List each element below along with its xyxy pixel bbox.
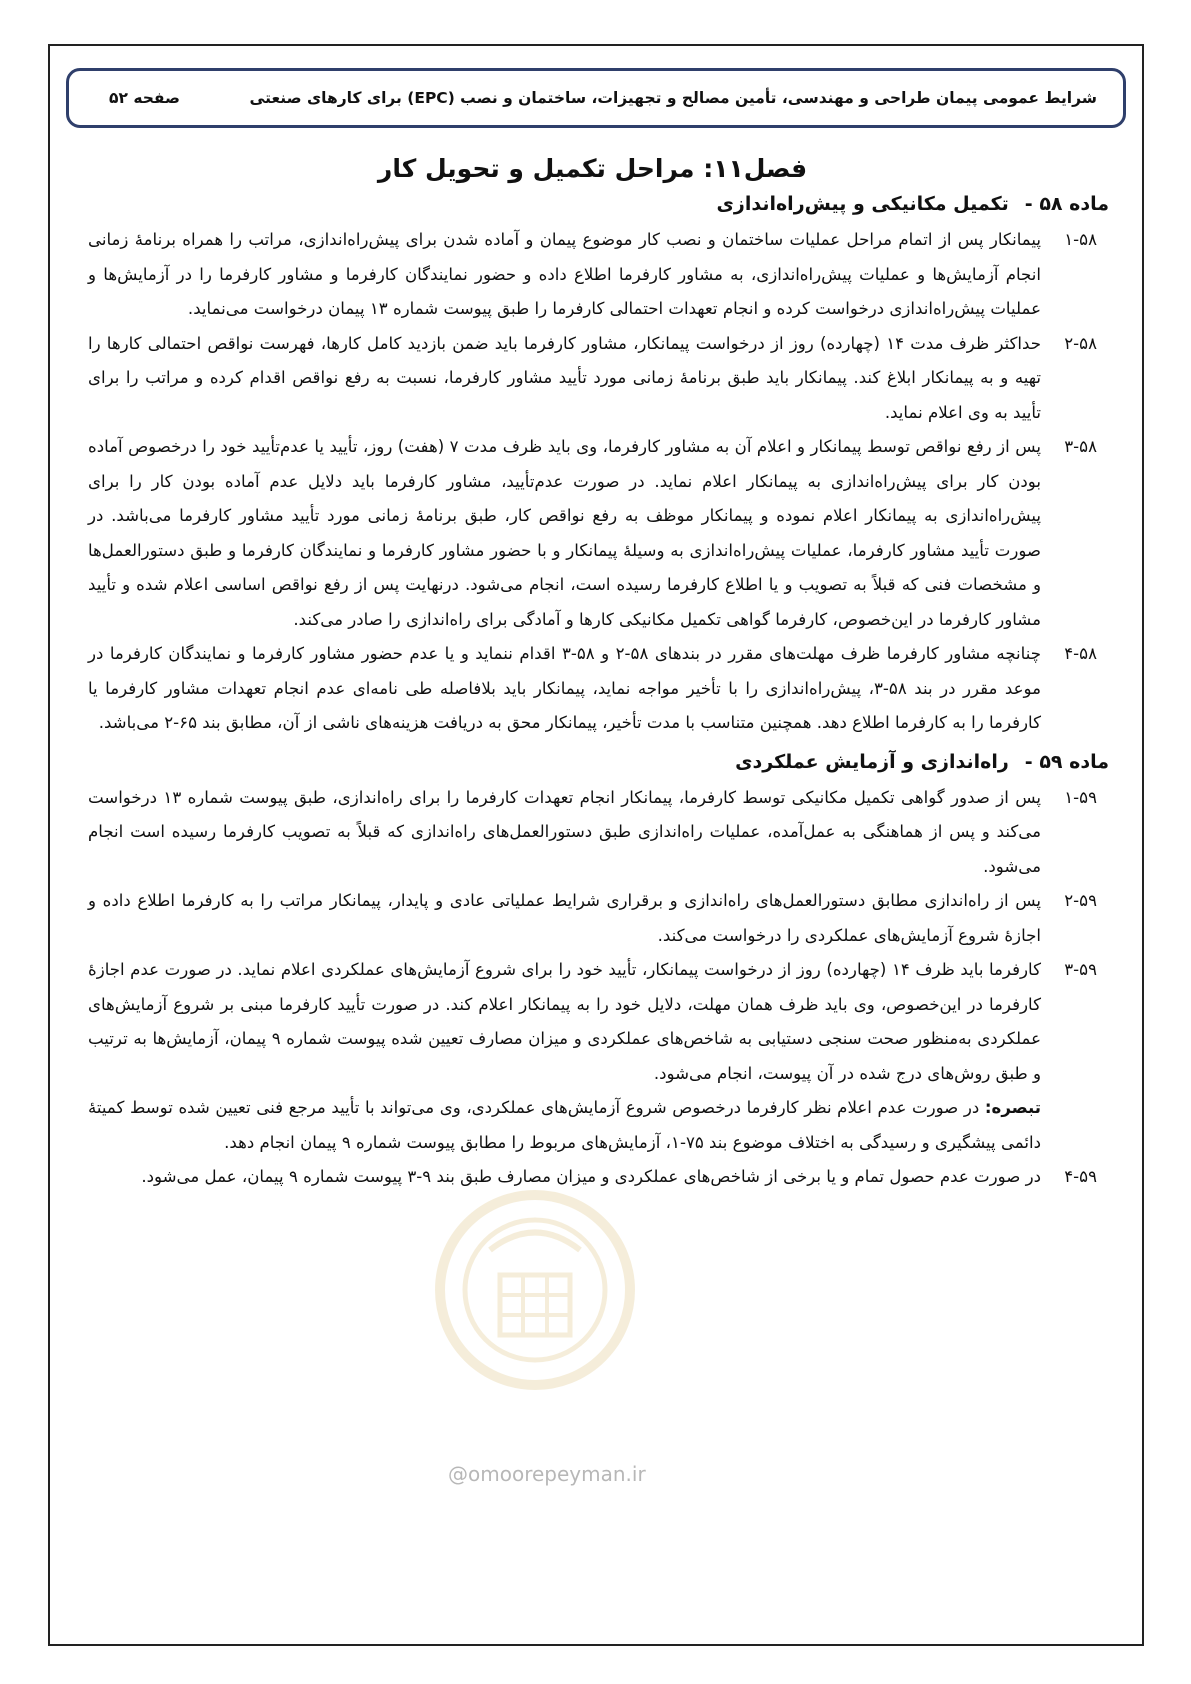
clause-text: پس از راه‌اندازی مطابق دستورالعمل‌های راه‌اندازی و برقراری شرایط عملیاتی عادی و پایدار، پیمانکار مراتب را به کارفرما اطلاع داده و اجازهٔ شروع آزمایش‌های عملکردی را درخواست می‌کند. <box>88 891 1041 945</box>
clause-number: ۴-۵۹ <box>1064 1167 1097 1186</box>
clause-list <box>88 223 1097 741</box>
clause <box>88 1160 1097 1195</box>
article-title: راه‌اندازی و آزمایش عملکردی <box>735 750 1009 773</box>
clause-number: ۲-۵۹ <box>1064 891 1097 910</box>
clause-number: ۳-۵۸ <box>1064 437 1097 456</box>
watermark-text: @omoorepeyman.ir <box>448 1462 646 1486</box>
clause-number: ۴-۵۸ <box>1064 644 1097 663</box>
clause-text: در صورت عدم حصول تمام و یا برخی از شاخص‌های عملکردی و میزان مصارف طبق بند ۹-۳ پیوست شماره ۹ پیمان، عمل می‌شود. <box>141 1167 1041 1186</box>
clause <box>88 884 1097 953</box>
clause <box>88 223 1097 327</box>
clause-text: پس از رفع نواقص توسط پیمانکار و اعلام آن به مشاور کارفرما، وی باید ظرف مدت ۷ (هفت) روز، تأیید یا عدم‌تأیید خود را درخصوص آماده بودن کار برای پیش‌راه‌اندازی به پیمانکار اعلام نماید. در صورت عدم‌تأیید، مشاور کارفرما باید دلایل عدم آماده بودن کار را برای پیش‌راه‌اندازی به پیمانکار اعلام نموده و پیمانکار موظف به رفع نواقص کار، طبق برنامهٔ زمانی مورد تأیید مشاور کارفرما می‌باشد. در صورت تأیید مشاور کارفرما، عملیات پیش‌راه‌اندازی به وسیلهٔ پیمانکار و با حضور مشاور کارفرما و نمایندگان کارفرما و طبق دستورالعمل‌ها و مشخصات فنی که قبلاً به تصویب و یا اطلاع کارفرما رسیده است، انجام می‌شود. درنهایت پس از رفع نواقص اساسی اعلام شده و تأیید مشاور کارفرما در این‌خصوص، کارفرما گواهی تکمیل مکانیکی کارها و آمادگی برای راه‌اندازی را صادر می‌کند. <box>88 437 1041 629</box>
header-title: شرایط عمومی پیمان طراحی و مهندسی، تأمین مصالح و تجهیزات، ساختمان و نصب (EPC) برای کارهای صنعتی <box>249 89 1097 107</box>
chapter-title: فصل۱۱: مراحل تکمیل و تحویل کار <box>377 154 808 183</box>
page-header <box>66 68 1126 128</box>
article-title: تکمیل مکانیکی و پیش‌راه‌اندازی <box>716 193 1009 215</box>
article-heading <box>88 193 1109 215</box>
clause-text: کارفرما باید ظرف ۱۴ (چهارده) روز از درخواست پیمانکار، تأیید خود را برای شروع آزمایش‌های عملکردی اعلام نماید. در صورت عدم اجازهٔ کارفرما در این‌خصوص، وی باید ظرف همان مهلت، دلایل خود را به پیمانکار اعلام کند. در صورت تأیید کارفرما مبنی بر شروع آزمایش‌های عملکردی به‌منظور صحت سنجی دستیابی به شاخص‌های عملکردی و میزان مصارف تعیین شده پیوست شماره ۹ پیمان، آزمایش‌ها به ترتیب و طبق روش‌های درج شده در آن پیوست، انجام می‌شود. <box>88 960 1041 1083</box>
article-number: ماده ۵۹ - <box>1024 750 1109 773</box>
article-number: ماده ۵۸ - <box>1024 193 1109 215</box>
clause <box>88 953 1097 1091</box>
clause <box>88 430 1097 637</box>
clause-list <box>88 1160 1097 1195</box>
clause-list <box>88 781 1097 1092</box>
clause-text: حداکثر ظرف مدت ۱۴ (چهارده) روز از درخواست پیمانکار، مشاور کارفرما باید ضمن بازدید کامل کارها، فهرست نواقص احتمالی کارها را تهیه و به پیمانکار ابلاغ کند. پیمانکار باید طبق برنامهٔ زمانی مورد تأیید مشاور کارفرما، نسبت به رفع نواقص اقدام کرده و مراتب را برای تأیید به وی اعلام نماید. <box>88 333 1041 422</box>
clause-text: پس از صدور گواهی تکمیل مکانیکی توسط کارفرما، پیمانکار انجام تعهدات کارفرما را برای راه‌اندازی، طبق پیوست شماره ۱۳ درخواست می‌کند و پس از هماهنگی به عمل‌آمده، عملیات راه‌اندازی طبق دستورالعمل‌های راه‌اندازی که قبلاً به تصویب کارفرما رسیده است انجام می‌شود. <box>88 787 1041 876</box>
clause-number: ۳-۵۹ <box>1064 960 1097 979</box>
clause <box>88 327 1097 431</box>
note-text: در صورت عدم اعلام نظر کارفرما درخصوص شروع آزمایش‌های عملکردی، وی می‌تواند با تأیید مرجع فنی تعیین شده توسط کمیتهٔ دائمی پیشگیری و رسیدگی به اختلاف موضوع بند ۷۵-۱، آزمایش‌های مربوط را مطابق پیوست شماره ۹ پیمان انجام دهد. <box>88 1098 1041 1152</box>
note-label: تبصره: <box>984 1098 1041 1117</box>
article-heading <box>88 751 1109 773</box>
document-body <box>88 150 1109 1195</box>
note <box>88 1091 1097 1160</box>
clause <box>88 781 1097 885</box>
clause <box>88 637 1097 741</box>
clause-number: ۱-۵۹ <box>1064 787 1097 807</box>
clause-text: پیمانکار پس از اتمام مراحل عملیات ساختمان و نصب کار موضوع پیمان و آماده شدن برای پیش‌راه‌اندازی، مراتب را همراه برنامهٔ زمانی انجام آزمایش‌ها و عملیات پیش‌راه‌اندازی، به مشاور کارفرما اطلاع داده و حضور نمایندگان کارفرما و مشاور کارفرما را در آزمایش‌ها و عملیات پیش‌راه‌اندازی درخواست کرده و انجام تعهدات احتمالی کارفرما را طبق پیوست شماره ۱۳ پیمان درخواست می‌نماید. <box>88 230 1041 318</box>
clause-number: ۱-۵۸ <box>1064 230 1097 249</box>
clause-number: ۲-۵۸ <box>1064 333 1097 353</box>
clause-text: چنانچه مشاور کارفرما ظرف مهلت‌های مقرر در بندهای ۵۸-۲ و ۵۸-۳ اقدام ننماید و یا عدم حضور مشاور کارفرما و نمایندگان کارفرما در موعد مقرر در بند ۵۸-۳، پیش‌راه‌اندازی را با تأخیر مواجه نماید، پیمانکار باید بلافاصله طی نامه‌ای عدم انجام تعهدات مشاور کارفرما یا کارفرما را به کارفرما اطلاع دهد. همچنین متناسب با مدت تأخیر، پیمانکار محق به دریافت هزینه‌های ناشی از آن، مطابق بند ۶۵-۲ می‌باشد. <box>88 644 1041 732</box>
page-number: صفحه ۵۲ <box>109 89 181 107</box>
